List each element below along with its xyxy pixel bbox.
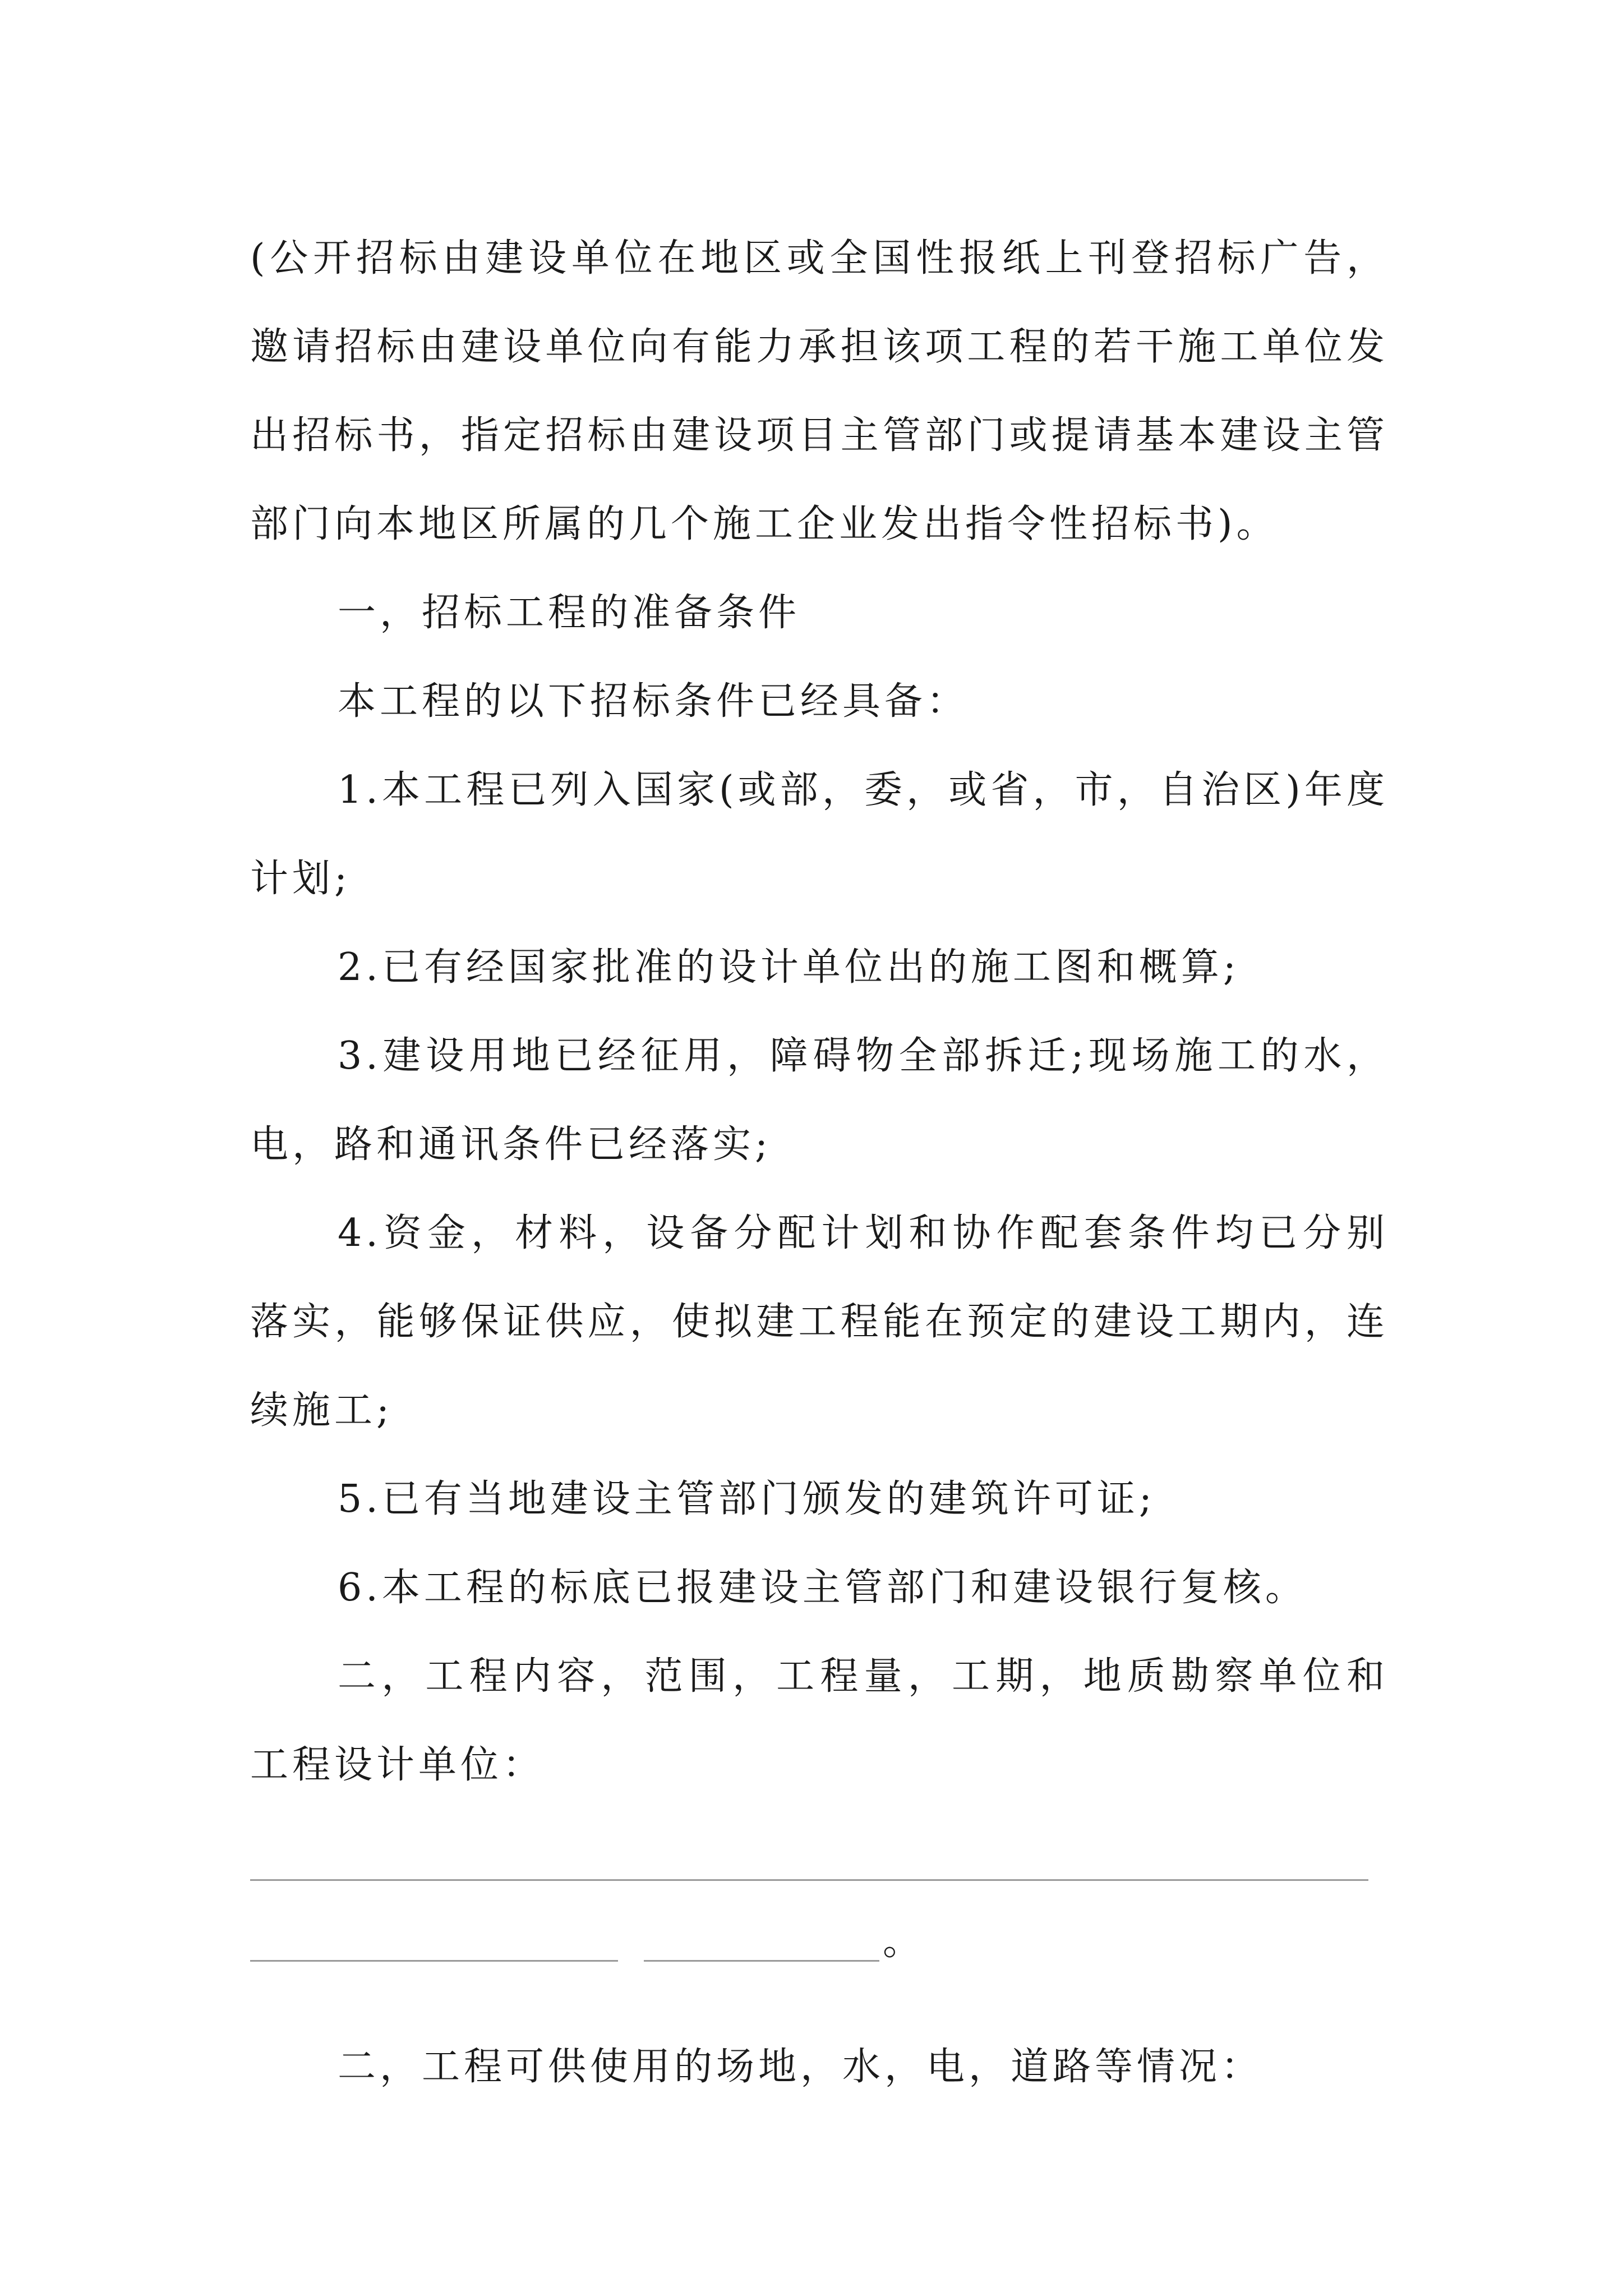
fill-in-blank-area[interactable] (250, 1855, 1389, 2023)
paragraph-intro: (公开招标由建设单位在地区或全国性报纸上刊登招标广告，邀请招标由建设单位向有能力承担该项工程的若干施工单位发出招标书，指定招标由建设项目主管部门或提请基本建设主管部门向本地区所属的几个施工企业发出指令性招标书)。 (250, 236, 1389, 546)
list-item-6: 6.本工程的标底已报建设主管部门和建设银行复核。 (338, 1566, 1307, 1610)
blank-end-period: 。 (883, 1920, 921, 1964)
list-item-4: 4.资金，材料，设备分配计划和协作配套条件均已分别落实，能够保证供应，使拟建工程能在预定的建设工期内，连续施工; (250, 1211, 1389, 1433)
document-body (250, 214, 1389, 2111)
section-heading-3: 二，工程可供使用的场地，水，电，道路等情况： (338, 2045, 1264, 2089)
list-item-2: 2.已有经国家批准的设计单位出的施工图和概算; (338, 945, 1240, 990)
section-heading-2: 二，工程内容，范围，工程量，工期，地质勘察单位和工程设计单位： (250, 1654, 1389, 1787)
list-item-1: 1.本工程已列入国家(或部，委，或省，市，自治区)年度计划; (250, 768, 1389, 901)
list-item-5: 5.已有当地建设主管部门颁发的建筑许可证; (338, 1477, 1156, 1521)
section-heading-1: 一，招标工程的准备条件 (338, 591, 801, 635)
list-item-3: 3.建设用地已经征用，障碍物全部拆迁;现场施工的水，电，路和通讯条件已经落实; (250, 1034, 1389, 1167)
blank-line-full (250, 1879, 1368, 1881)
blank-line-segment-2 (644, 1960, 879, 1962)
blank-line-segment-1 (250, 1960, 618, 1962)
paragraph-conditions-intro: 本工程的以下招标条件已经具备： (338, 679, 969, 724)
